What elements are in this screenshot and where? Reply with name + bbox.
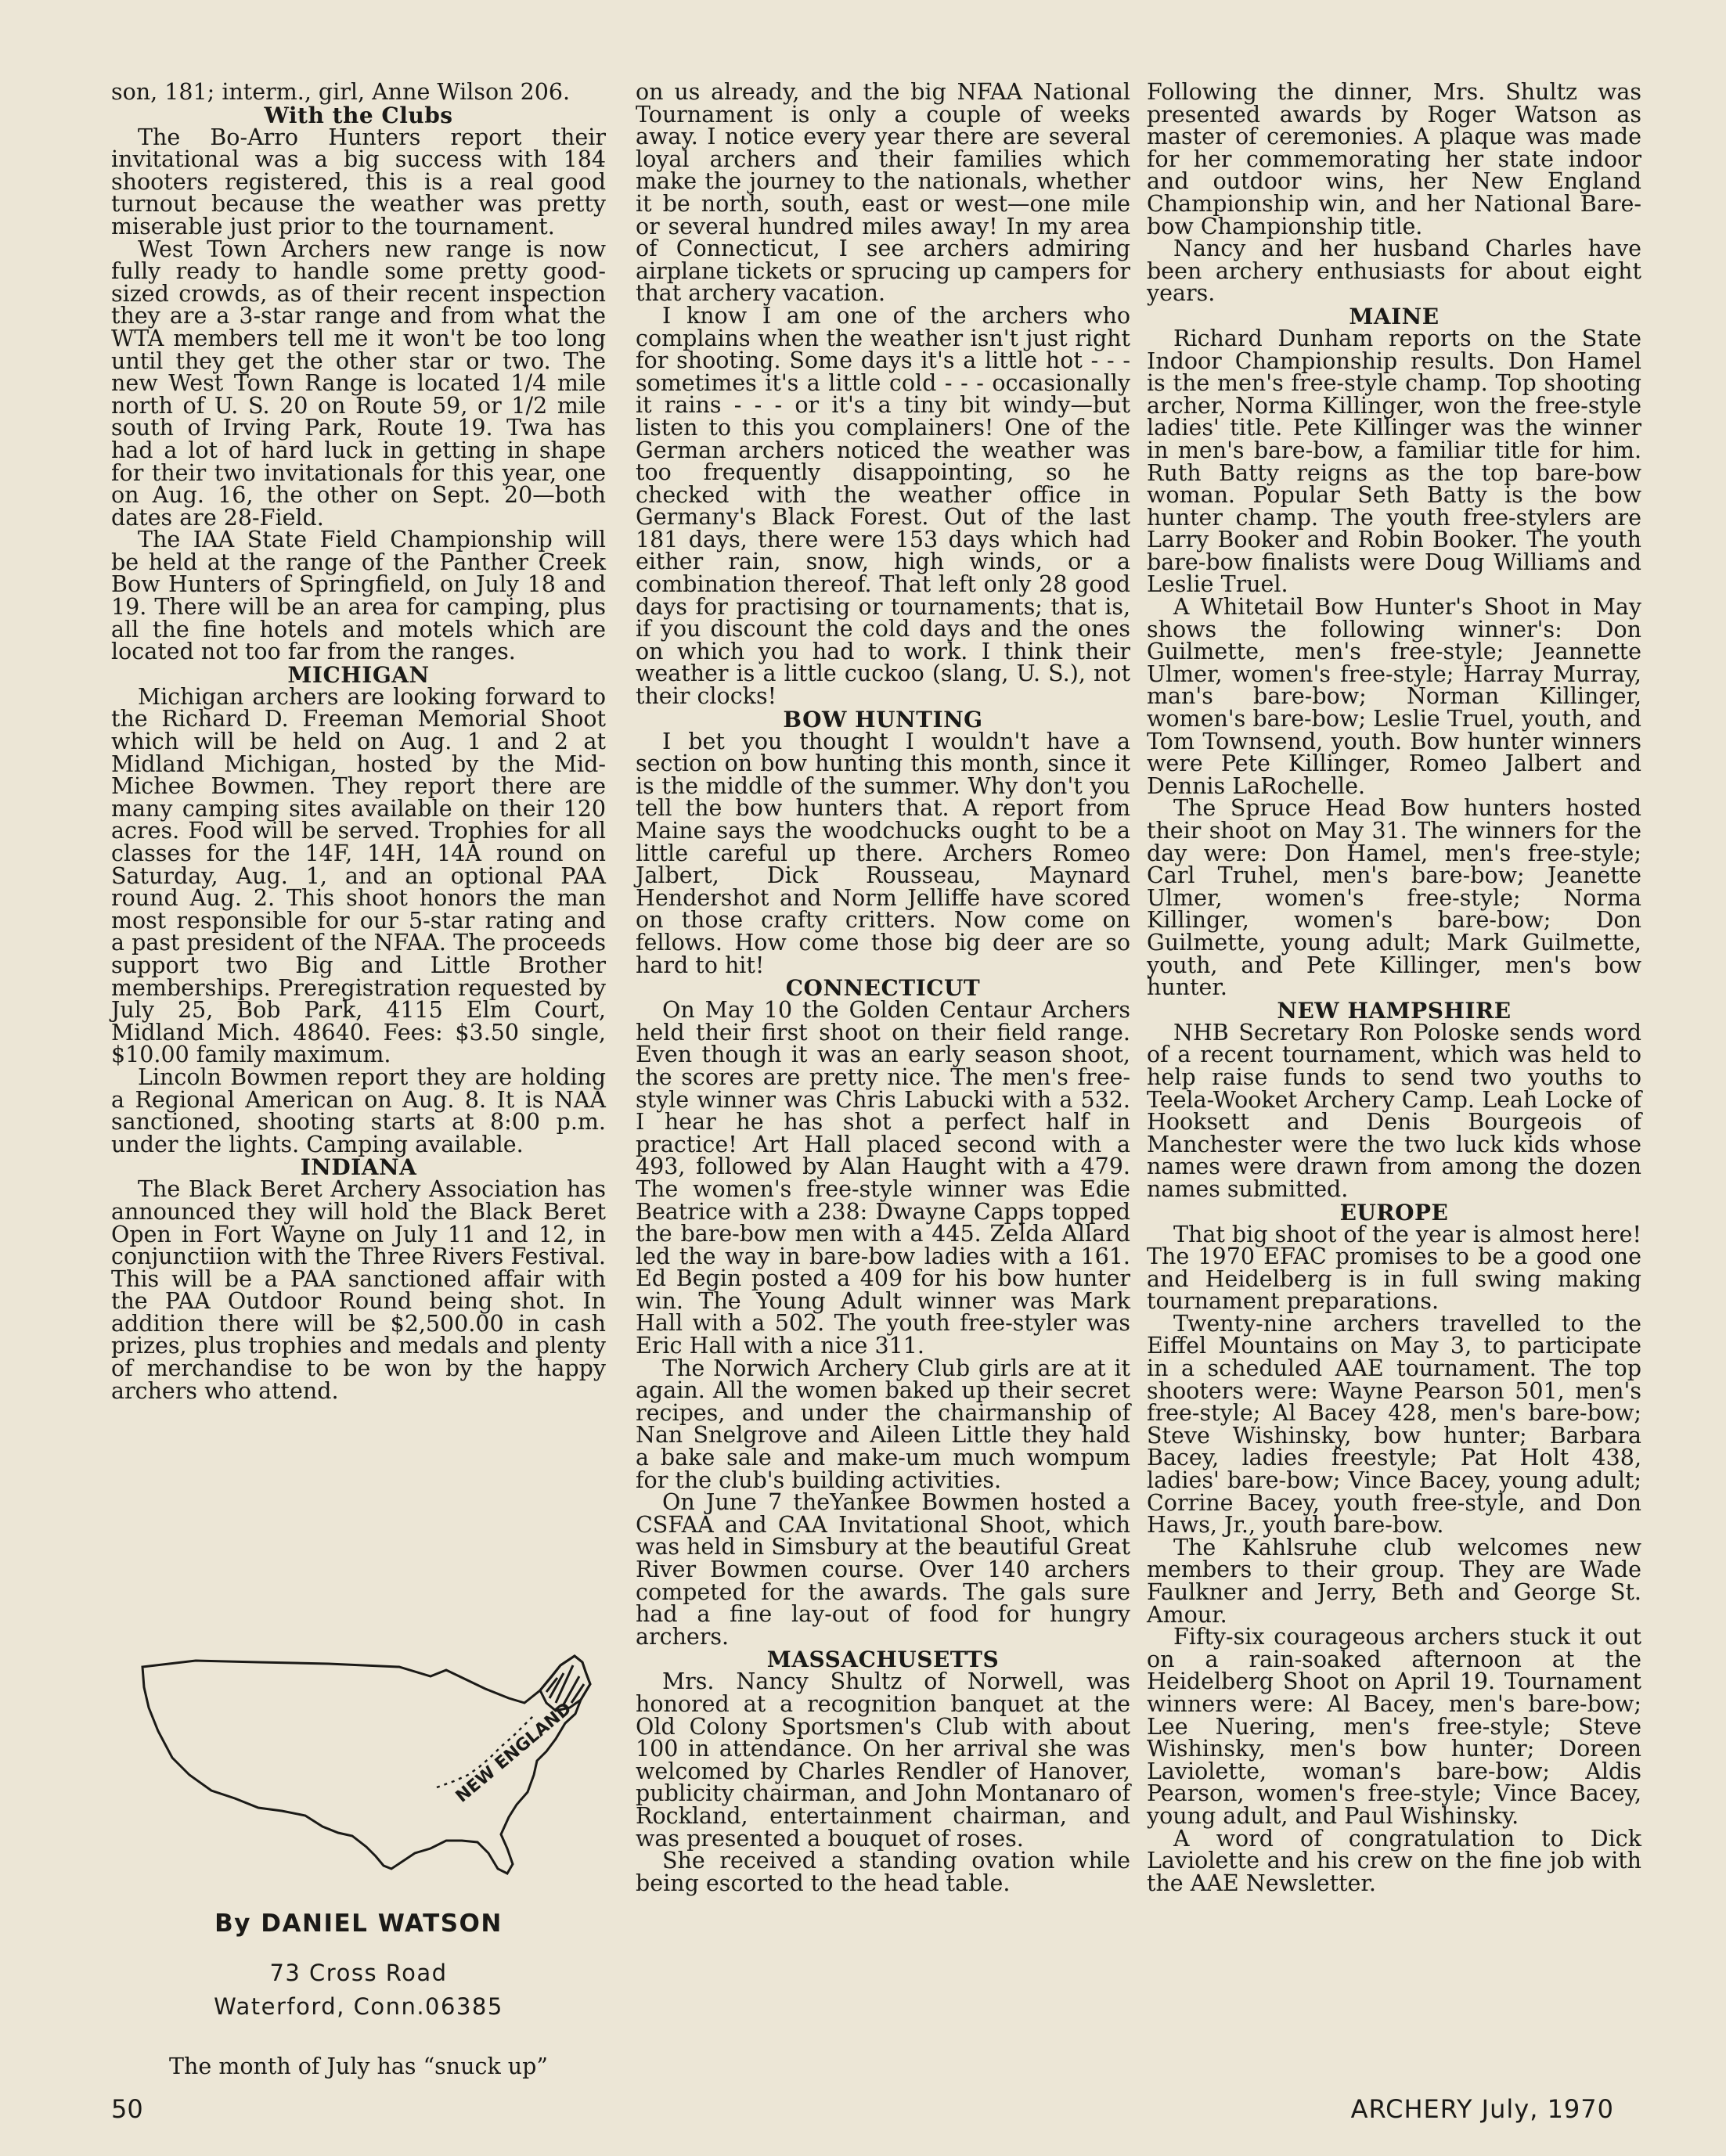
paragraph: A word of congratulation to Dick Laviolette and his crew on the fine job with the AAE Newsletter. [1147,1825,1641,1896]
paragraph: Richard Dunham reports on the State Indoor Championship results. Don Hamel is the men's free-style champ. Top shooting archer, Norma Killinger, won the free-style ladies' title. Pete Killinger was the winner in men's bare-bow, a familiar title for him. Ruth Batty reigns as the top bare-bow woman. Popular Seth Batty is the bow hunter champ. The youth free-stylers are Larry Booker and Robin Booker. The youth bare-bow finalists were Doug Williams and Leslie Truel. [1147,325,1641,598]
paragraph: On May 10 the Golden Centaur Archers held their first shoot on their field range. Even though it was an early season shoot, the scores are pretty nice. The men's free-style winner was Chris Labucki with a 532. I hear he has shot a perfect half in practice! Art Hall placed second with a 493, followed by Alan Haught with a 479. The women's free-style winner was Edie Beatrice with a 238: Dwayne Capps topped the bare-bow men with a 445. Zelda Allard led the way in bare-bow ladies with a 161. Ed Begin posted a 409 for his bow hunter win. The Young Adult winner was Mark Hall with a 502. The youth free-styler was Eric Hall with a nice 311. [636,997,1130,1359]
section-heading-massachusetts: MASSACHUSETTS [766,1647,1000,1673]
paragraph: Twenty-nine archers travelled to the Eiffel Mountains on May 3, to participate in a scheduled AAE tournament. The top shooters were: Wayne Pearson 501, men's free-style; Al Bacey 428, men's bare-bow; Steve Wishinsky, bow hunter; Barbara Bacey, ladies freestyle; Pat Holt 438, ladies' bare-bow; Vince Bacey, young adult; Corrine Bacey, youth free-style, and Don Haws, Jr., youth bare-bow. [1147,1310,1641,1539]
section-heading-maine: MAINE [1349,303,1440,329]
author-name: By DANIEL WATSON [214,1909,503,1938]
paragraph: Lincoln Bowmen report they are holding a Regional American on Aug. 8. It is NAA sanctioned, shooting starts at 8:00 p.m. under the lights. Camping available. [111,1064,606,1157]
paragraph: on us already, and the big NFAA National Tournament is only a couple of weeks away. I notice every year there are several loyal archers and their families which make the journey to the nationals, whether it be north, south, east or west—one mile or several hundred miles away! In my area of Connecticut, I see archers admiring airplane tickets or sprucing up campers for that archery vacation. [636,79,1130,307]
paragraph: The Black Beret Archery Association has announced they will hold the Black Beret Open in Fort Wayne on July 11 and 12, in conjunctiion with the Three Rivers Festival. This will be a PAA sanctioned affair with the PAA Outdoor Round being shot. In addition there will be $2,500.00 in cash prizes, plus trophies and medals and plenty of merchandise to be won by the happy archers who attend. [111,1176,606,1404]
paragraph: The Bo-Arro Hunters report their invitational was a big success with 184 shooters registered, this is a real good turnout because the weather was pretty miserable just prior to the tournament. [111,124,606,239]
paragraph: The Norwich Archery Club girls are at it again. All the women baked up their secret recipes, and under the chairmanship of Nan Snelgrove and Aileen Little they hald a bake sale and make-um much wompum for the club's building activities. [636,1355,1130,1493]
paragraph: A Whitetail Bow Hunter's Shoot in May shows the following winner's: Don Guilmette, men's free-style; Jeannette Ulmer, women's free-style; Harray Murray, man's bare-bow; Norman Killinger, women's bare-bow; Leslie Truel, youth, and Tom Townsend, youth. Bow hunter winners were Pete Killinger, Romeo Jalbert and Dennis LaRochelle. [1147,594,1641,799]
paragraph: That big shoot of the year is almost here! The 1970 EFAC promises to be a good one and Heidelberg is in full swing making tournament preparations. [1147,1221,1641,1315]
paragraph: West Town Archers new range is now fully ready to handle some pretty good-sized crowds, as of their recent inspection they are a 3-star range and from what the WTA members tell me it won't be too long until they get the other star or two. The new West Town Range is located 1/4 mile north of U. S. 20 on Route 59, or 1/2 mile south of Irving Park, Route 19. Twa has had a lot of hard luck in getting in shape for their two invitationals for this year, one on Aug. 16, the other on Sept. 20—both dates are 28-Field. [111,236,606,531]
column-left-tail: The month of July has “snuck up” [169,2053,548,2079]
paragraph: NHB Secretary Ron Poloske sends word of a recent tournament, which was held to help raise funds to send two youths to Teela-Wooket Archery Camp. Leah Locke of Hooksett and Denis Bourgeois of Manchester were the two luck kids whose names were drawn from among the dozen names submitted. [1147,1019,1641,1202]
column-left [111,81,606,1402]
paragraph: Following the dinner, Mrs. Shultz was presented awards by Roger Watson as master of ceremonies. A plaque was made for her commemorating her state indoor and outdoor wins, her New England Championship win, and her National Bare-bow Championship title. [1147,79,1641,239]
section-heading-bow-hunting: BOW HUNTING [783,706,983,732]
section-heading-michigan: MICHIGAN [287,661,430,688]
publication-footer: ARCHERY July, 1970 [1350,2094,1614,2124]
paragraph: She received a standing ovation while being escorted to the head table. [636,1848,1130,1896]
paragraph: The Spruce Head Bow hunters hosted their shoot on May 31. The winners for the day were: Don Hamel, men's free-style; Carl Truhel, men's bare-bow; Jeanette Ulmer, women's free-style; Norma Killinger, women's bare-bow; Don Guilmette, young adult; Mark Guilmette, youth, and Pete Killinger, men's bow hunter. [1147,795,1641,1001]
column-middle [636,81,1130,1895]
paragraph: The IAA State Field Championship will be held at the range of the Panther Creek Bow Hunters of Springfield, on July 18 and 19. There will be an area for camping, plus all the fine hotels and motels which are located not too far from the ranges. [111,527,606,665]
author-city: Waterford, Conn.06385 [214,1993,503,2020]
new-england-hatching [546,1665,584,1704]
section-heading-connecticut: CONNECTICUT [785,975,981,1002]
new-england-label: NEW ENGLAND [452,1698,576,1807]
paragraph: I know I am one of the archers who complains when the weather isn't just right for shooting. Some days it's a little hot - - - sometimes it's a little cold - - - occasionally it rains - - - or it's a tiny bit windy—but listen to this you complainers! One of the German archers noticed the weather was too frequently disappointing, so he checked with the weather office in Germany's Black Forest. Out of the last 181 days, there were 153 days which had either rain, snow, high winds, or a combination thereof. That left only 28 good days for practising or tournaments; that is, if you discount the cold days and the ones on which you had to work. I think their weather is a little cuckoo (slang, U. S.), not their clocks! [636,302,1130,710]
paragraph: son, 181; interm., girl, Anne Wilson 206. [111,79,571,105]
paragraph: Michigan archers are looking forward to the Richard D. Freeman Memorial Shoot which will be held on Aug. 1 and 2 at Midland Michigan, hosted by the Mid-Michee Bowmen. They report there are many camping sites available on their 120 acres. Food will be served. Trophies for all classes for the 14F, 14H, 14A round on Saturday, Aug. 1, and an optional PAA round Aug. 2. This shoot honors the man most responsible for our 5-star rating and a past president of the NFAA. The proceeds support two Big and Little Brother memberships. Preregistration requested by July 25, Bob Park, 4115 Elm Court, Midland Mich. 48640. Fees: $3.50 single, $10.00 family maximum. [111,683,606,1068]
paragraph: On June 7 theYankee Bowmen hosted a CSFAA and CAA Invitational Shoot, which was held in Simsbury at the beautiful Great River Bowmen course. Over 140 archers competed for the awards. The gals sure had a fine lay-out of food for hungry archers. [636,1489,1130,1650]
paragraph: Fifty-six courageous archers stuck it out on a rain-soaked afternoon at the Heidelberg Shoot on April 19. Tournament winners were: Al Bacey, men's bare-bow; Lee Nuering, men's free-style; Steve Wishinsky, men's bow hunter; Doreen Laviolette, woman's bare-bow; Aldis Pearson, women's free-style; Vince Bacey, young adult, and Paul Wishinsky. [1147,1624,1641,1829]
column-right [1147,81,1641,1895]
section-heading-europe: EUROPE [1339,1199,1449,1226]
author-byline [111,1909,606,2024]
page-number: 50 [111,2094,143,2124]
paragraph: Nancy and her husband Charles have been archery enthusiasts for about eight years. [1147,236,1641,307]
author-street: 73 Cross Road [269,1960,448,1986]
paragraph: I bet you thought I wouldn't have a section on bow hunting this month, since it is the middle of the summer. Why don't you tell the bow hunters that. A report from Maine says the woodchucks ought to be a little careful up there. Archers Romeo Jalbert, Dick Rousseau, Maynard Hendershot and Norm Jelliffe have scored on those crafty critters. Now come on fellows. How come those big deer are so hard to hit! [636,728,1130,978]
paragraph: Mrs. Nancy Shultz of Norwell, was honored at a recognition banquet at the Old Colony Sportsmen's Club with about 100 in attendance. On her arrival she was welcomed by Charles Rendler of Hanover, publicity chairman, and John Montanaro of Rockland, entertainment chairman, and was presented a bouquet of roses. [636,1668,1130,1852]
paragraph: The Kahlsruhe club welcomes new members to their group. They are Wade Faulkner and Jerry, Beth and George St. Amour. [1147,1534,1641,1628]
section-heading-with-the-clubs: With the Clubs [264,102,453,128]
section-heading-new-hampshire: NEW HAMPSHIRE [1277,997,1512,1024]
section-heading-indiana: INDIANA [300,1154,417,1181]
usa-outline [142,1656,590,1873]
usa-map-illustration [117,1621,603,1888]
